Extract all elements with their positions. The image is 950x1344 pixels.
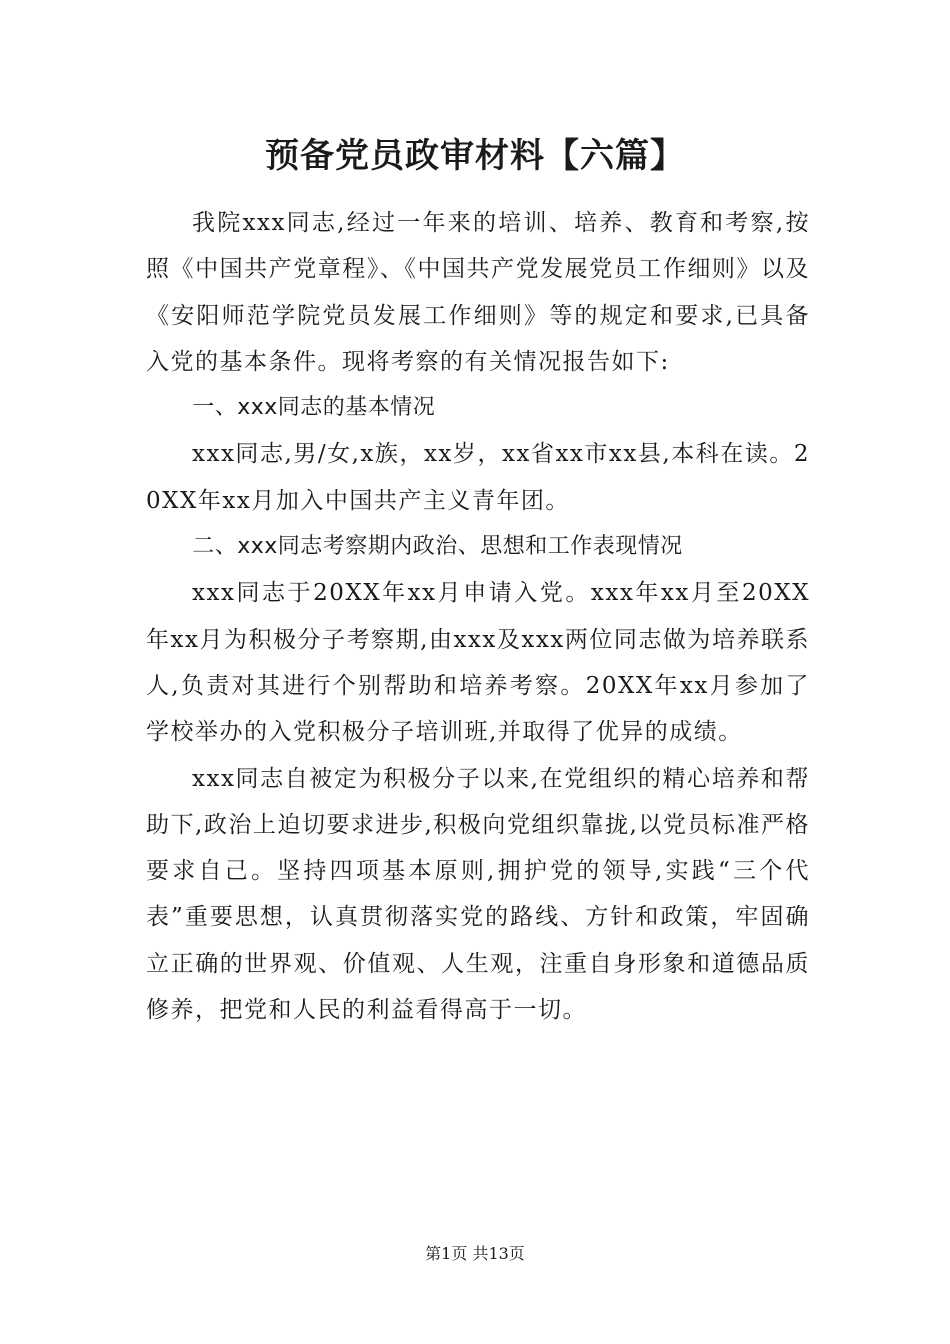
paragraph-intro: 我院xxx同志,经过一年来的培训、培养、教育和考察,按照《中国共产党章程》、《中国共产党发展党员工作细则》以及《安阳师范学院党员发展工作细则》等的规定和要求,已具备入党的基本条件。现将考察的有关情况报告如下: [146, 210, 810, 375]
page-number-footer: 第1页 共13页 [425, 1244, 525, 1263]
paragraph-application: xxx同志于20XX年xx月申请入党。xxx年xx月至20XX年xx月为积极分子考察期,由xxx及xxx两位同志做为培养联系人,负责对其进行个别帮助和培养考察。20XX年xx月参加了学校举办的入党积极分子培训班,并取得了优异的成绩。 [146, 580, 810, 746]
document-body [146, 200, 810, 1033]
paragraph-basic-info: xxx同志,男/女,x族，xx岁，xx省xx市xx县,本科在读。20XX年xx月加入中国共产主义青年团。 [146, 441, 810, 514]
section-heading-basic-info: 一、xxx同志的基本情况 [192, 395, 436, 421]
document-title: 预备党员政审材料【六篇】 [265, 136, 685, 176]
section-heading-performance: 二、xxx同志考察期内政治、思想和工作表现情况 [192, 534, 683, 560]
paragraph-political-performance: xxx同志自被定为积极分子以来,在党组织的精心培养和帮助下,政治上迫切要求进步,积极向党组织靠拢,以党员标准严格要求自己。坚持四项基本原则,拥护党的领导,实践“三个代表”重要思想，认真贯彻落实党的路线、方针和政策，牢固确立正确的世界观、价值观、人生观，注重自身形象和道德品质修养，把党和人民的利益看得高于一切。 [146, 765, 810, 1024]
